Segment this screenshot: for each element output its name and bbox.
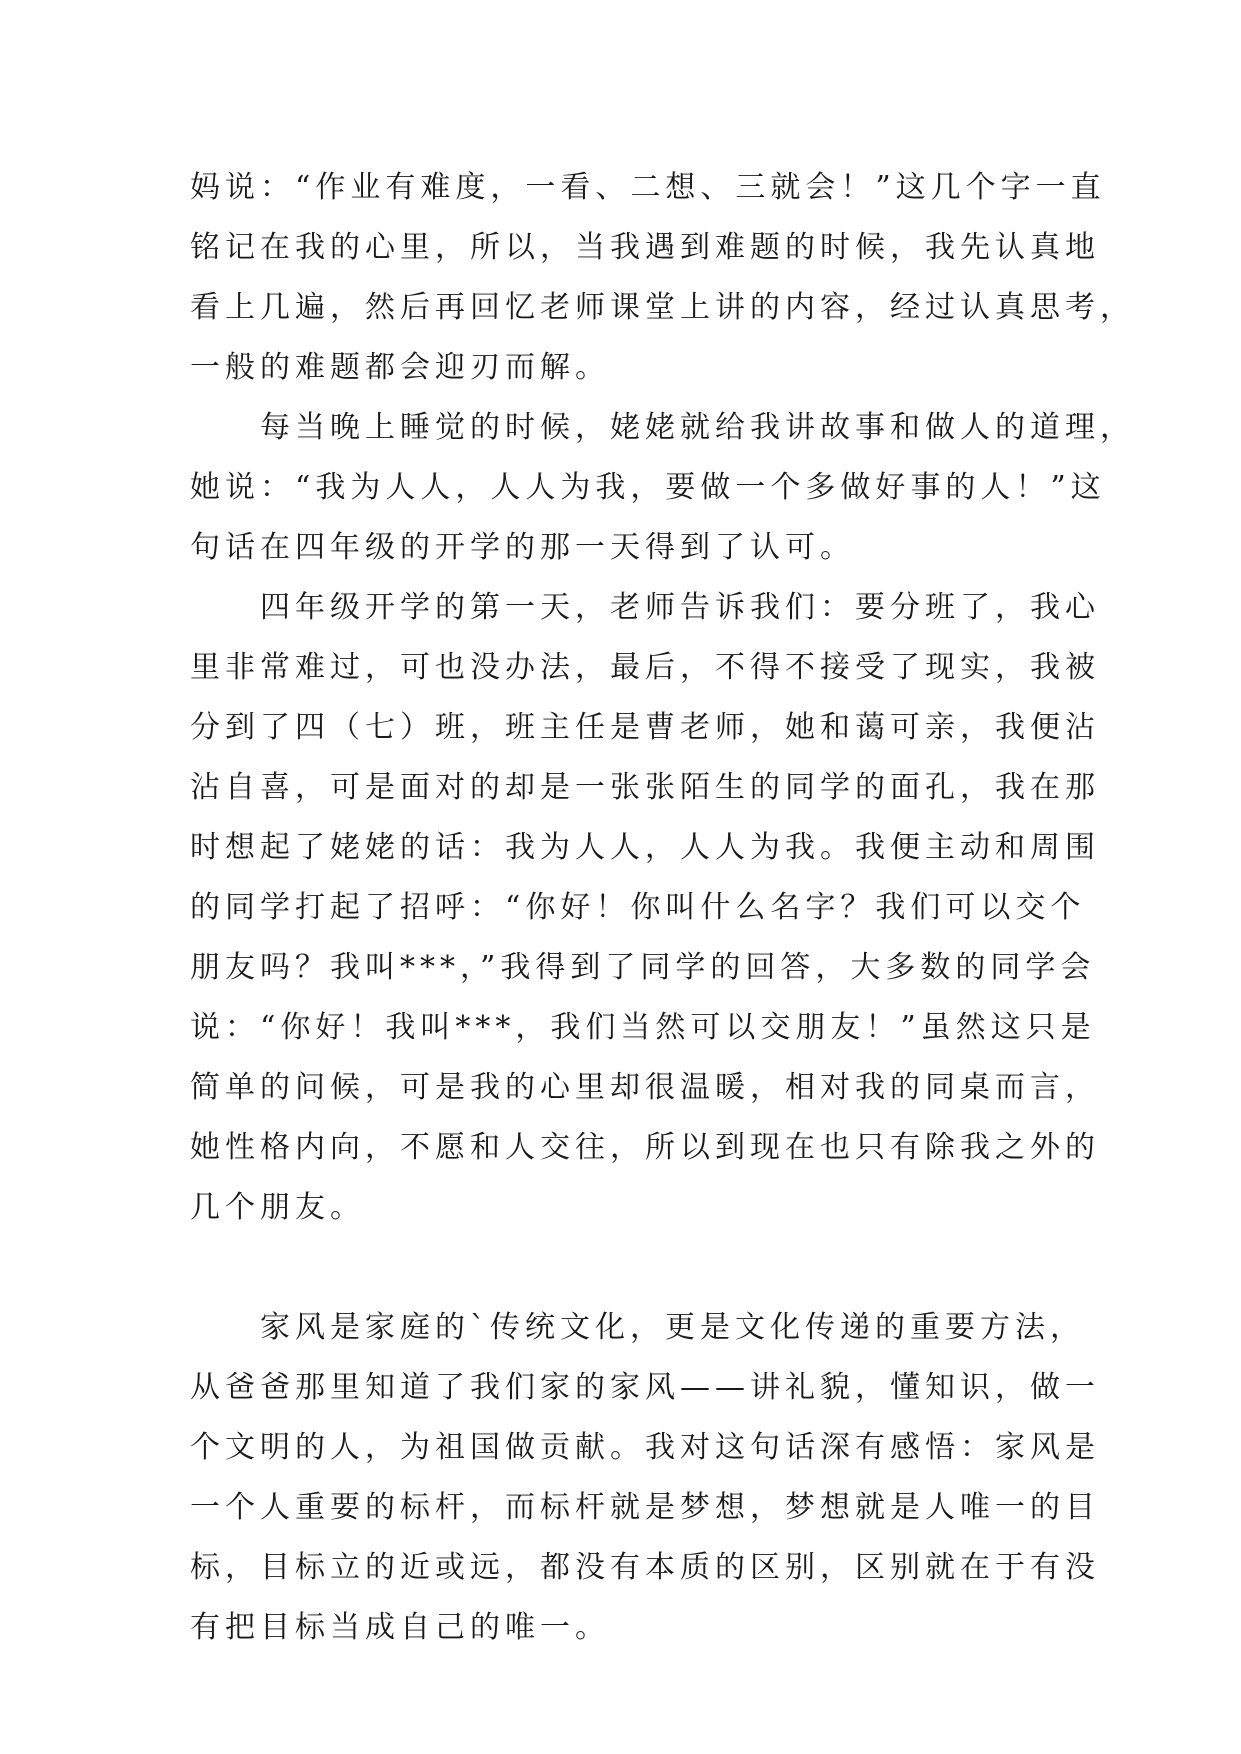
text-line: 她说：“我为人人，人人为我，要做一个多做好事的人！”这 (190, 470, 1106, 505)
text-line: 铭记在我的心里，所以，当我遇到难题的时候，我先认真地 (190, 230, 1100, 265)
text-line: 一个人重要的标杆，而标杆就是梦想，梦想就是人唯一的目 (190, 1490, 1100, 1525)
text-line: 里非常难过，可也没办法，最后，不得不接受了现实，我被 (190, 650, 1100, 685)
paragraph-2 (190, 398, 1135, 578)
essay-body (190, 158, 1135, 1658)
text-line: 四年级开学的第一天，老师告诉我们：要分班了，我心 (190, 590, 1100, 625)
paragraph-3 (190, 578, 1100, 1298)
text-line: 每当晚上睡觉的时候，姥姥就给我讲故事和做人的道理， (190, 410, 1135, 445)
text-line: 时想起了姥姥的话：我为人人，人人为我。我便主动和周围 (190, 830, 1100, 865)
paragraph-4 (190, 1298, 1100, 1658)
text-line: 简单的问候，可是我的心里却很温暖，相对我的同桌而言， (190, 1070, 1100, 1105)
text-line: 妈说：“作业有难度，一看、二想、三就会！”这几个字一直 (190, 170, 1106, 205)
text-line: 从爸爸那里知道了我们家的家风——讲礼貌，懂知识，做一 (190, 1370, 1100, 1405)
text-line: 朋友吗？我叫***，”我得到了同学的回答，大多数的同学会 (190, 950, 1096, 985)
text-line: 几个朋友。 (190, 1190, 365, 1225)
text-line: 沾自喜，可是面对的却是一张张陌生的同学的面孔，我在那 (190, 770, 1100, 805)
text-line: 个文明的人，为祖国做贡献。我对这句话深有感悟：家风是 (190, 1430, 1100, 1465)
text-line: 家风是家庭的`传统文化，更是文化传递的重要方法， (190, 1310, 1085, 1345)
text-line: 她性格内向，不愿和人交往，所以到现在也只有除我之外的 (190, 1130, 1100, 1165)
text-line: 标，目标立的近或远，都没有本质的区别，区别就在于有没 (190, 1550, 1100, 1585)
text-line: 看上几遍，然后再回忆老师课堂上讲的内容，经过认真思考， (190, 290, 1135, 325)
text-line: 分到了四（七）班，班主任是曹老师，她和蔼可亲，我便沾 (190, 710, 1100, 745)
text-line: 句话在四年级的开学的那一天得到了认可。 (190, 530, 855, 565)
paragraph-1 (190, 158, 1135, 398)
text-line: 有把目标当成自己的唯一。 (190, 1610, 610, 1645)
text-line: 的同学打起了招呼：“你好！你叫什么名字？我们可以交个 (190, 890, 1086, 925)
text-line (190, 1238, 1070, 1298)
text-line: 说：“你好！我叫***，我们当然可以交朋友！”虽然这只是 (190, 1010, 1096, 1045)
text-line: 一般的难题都会迎刃而解。 (190, 350, 610, 385)
